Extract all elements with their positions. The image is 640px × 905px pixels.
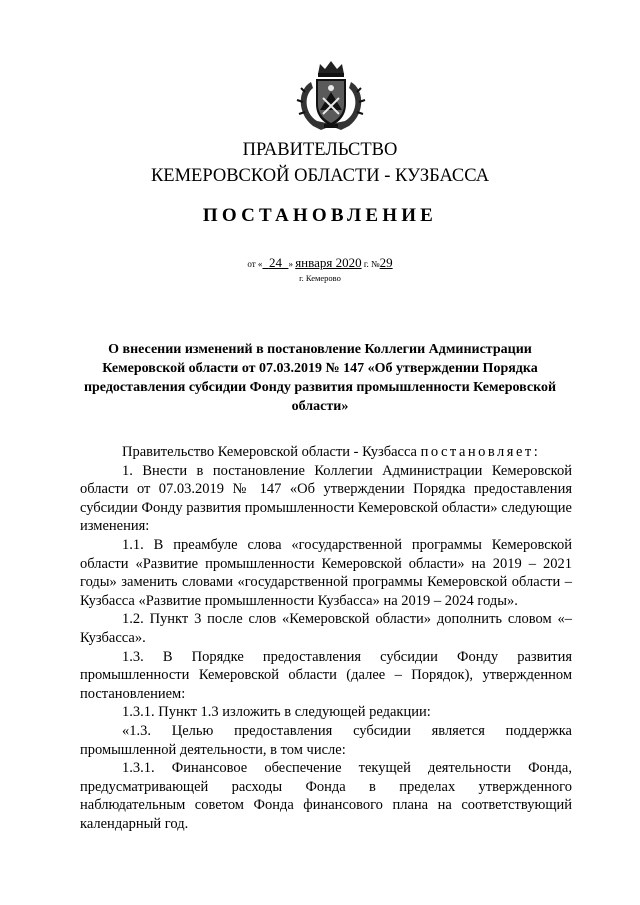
document-title: О внесении изменений в постановление Коллегии Администрации Кемеровской области от 07.03.2019 № 147 «Об утверждении Порядка предоставления субсидии Фонду развития промышленности Кемеровской области» <box>83 342 557 414</box>
paragraph-1-1: 1.1. В преамбуле слова «государственной программы Кемеровской области «Развитие промышленности Кемеровской области» на 2019 – 2021 годы» заменить словами «государственной программы Кемеровской области – Кузбасса «Развитие промышленности Кузбасса» на 2019 – 2024 годы». <box>80 536 572 609</box>
document-type-heading: ПОСТАНОВЛЕНИЕ <box>202 205 438 226</box>
paragraph-1: 1. Внести в постановление Коллегии Администрации Кемеровской области от 07.03.2019 № 147 «Об утверждении Порядка предоставления субсидии Фонду развития промышленности Кемеровской области» следующие изменения: <box>80 462 572 535</box>
date-month-year: января 2020 <box>295 255 362 270</box>
paragraph-quote-1-3-1: 1.3.1. Финансовое обеспечение текущей деятельности Фонда, предусматривающей расходы Фонда в пределах утвержденного наблюдательным советом Фонда финансового плана на соответствующий календарный год. <box>80 760 572 832</box>
date-close-quote: » <box>288 259 293 269</box>
government-name-line1: ПРАВИТЕЛЬСТВО <box>242 140 398 160</box>
coat-of-arms-icon <box>291 58 371 134</box>
city-label: г. Кемерово <box>299 273 341 283</box>
document-body <box>80 443 572 833</box>
date-number-line <box>0 255 640 271</box>
intro-paragraph <box>80 443 572 462</box>
number-label: № <box>371 259 380 269</box>
intro-text: Правительство Кемеровской области - Кузбасса <box>122 444 417 460</box>
paragraph-1-2: 1.2. Пункт 3 после слов «Кемеровской области» дополнить словом «– Кузбасса». <box>80 611 572 646</box>
paragraph-1-3: 1.3. В Порядке предоставления субсидии Фонду развития промышленности Кемеровской области (далее – Порядок), утвержденном постановлением: <box>80 648 572 702</box>
date-from-label: от « <box>247 259 263 269</box>
paragraph-quote-1-3: «1.3. Целью предоставления субсидии является поддержка промышленной деятельности, в том числе: <box>80 722 572 758</box>
resolves-word: постановляет: <box>420 444 541 460</box>
government-name-line2: КЕМЕРОВСКОЙ ОБЛАСТИ - КУЗБАССА <box>150 166 490 186</box>
paragraph-1-3-1: 1.3.1. Пункт 1.3 изложить в следующей редакции: <box>122 704 431 721</box>
date-day: 24 <box>268 255 282 270</box>
year-suffix: г. <box>363 259 369 269</box>
decree-number: 29 <box>379 255 393 270</box>
